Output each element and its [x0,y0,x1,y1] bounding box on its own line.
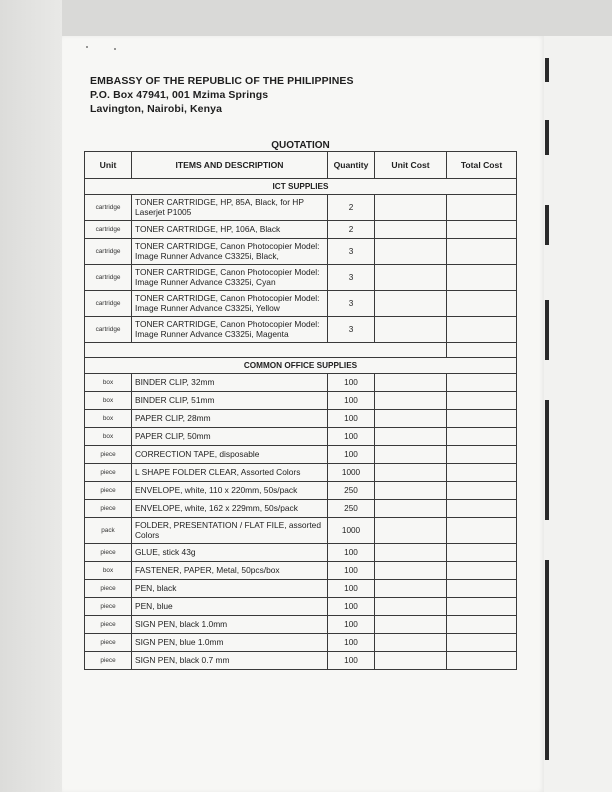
binder-mark [545,58,549,82]
description-cell: ENVELOPE, white, 162 x 229mm, 50s/pack [132,500,328,518]
table-row [85,410,517,428]
column-header-unit: Unit [85,152,132,179]
po-box-line: P.O. Box 47941, 001 Mzima Springs [90,89,269,101]
total-cost-cell[interactable] [447,239,517,265]
description-cell: ENVELOPE, white, 110 x 220mm, 50s/pack [132,482,328,500]
table-row [85,464,517,482]
table-row [85,544,517,562]
unit-cell: cartridge [85,317,132,343]
page-right-margin [544,36,612,792]
table-row [85,221,517,239]
binder-mark [545,300,549,360]
total-cost-cell[interactable] [447,221,517,239]
description-cell: TONER CARTRIDGE, Canon Photocopier Model: Image Runner Advance C3325i, Black, [132,239,328,265]
quantity-cell: 100 [328,428,375,446]
table-row [85,482,517,500]
quantity-cell: 100 [328,544,375,562]
unit-cost-cell[interactable] [375,652,447,670]
quantity-cell: 2 [328,195,375,221]
table-row [85,634,517,652]
table-row [85,500,517,518]
quantity-cell: 3 [328,317,375,343]
quotation-table [84,151,517,670]
binder-mark [545,560,549,760]
description-cell: TONER CARTRIDGE, Canon Photocopier Model: Image Runner Advance C3325i, Yellow [132,291,328,317]
table-row [85,291,517,317]
quantity-cell: 3 [328,265,375,291]
quantity-cell: 100 [328,410,375,428]
total-cost-cell[interactable] [447,518,517,544]
table-row [85,428,517,446]
unit-cell: piece [85,464,132,482]
description-cell: TONER CARTRIDGE, HP, 85A, Black, for HP Laserjet P1005 [132,195,328,221]
table-row [85,616,517,634]
total-cost-cell[interactable] [447,562,517,580]
binder-mark [545,120,549,155]
table-row [85,392,517,410]
description-cell: GLUE, stick 43g [132,544,328,562]
scan-background [0,0,62,792]
total-cost-cell[interactable] [447,598,517,616]
section-title: ICT SUPPLIES [85,179,517,195]
table-row [85,265,517,291]
table-row [85,518,517,544]
binder-mark [545,205,549,245]
column-header-quantity: Quantity [328,152,375,179]
binder-mark [545,400,549,520]
table-row [85,652,517,670]
unit-cell: piece [85,544,132,562]
unit-cell: piece [85,598,132,616]
unit-cost-cell[interactable] [375,634,447,652]
quantity-cell: 100 [328,446,375,464]
total-cost-cell[interactable] [447,482,517,500]
description-cell: TONER CARTRIDGE, Canon Photocopier Model: Image Runner Advance C3325i, Magenta [132,317,328,343]
unit-cell: box [85,410,132,428]
unit-cost-cell[interactable] [375,562,447,580]
unit-cost-cell[interactable] [375,221,447,239]
description-cell: TONER CARTRIDGE, HP, 106A, Black [132,221,328,239]
unit-cost-cell[interactable] [375,616,447,634]
ict-subtotal-cell[interactable] [447,343,517,358]
unit-cost-cell[interactable] [375,482,447,500]
unit-cost-cell[interactable] [375,239,447,265]
table-row [85,598,517,616]
unit-cell: piece [85,652,132,670]
unit-cost-cell[interactable] [375,544,447,562]
table-row [85,562,517,580]
unit-cell: box [85,562,132,580]
unit-cost-cell[interactable] [375,428,447,446]
unit-cost-cell[interactable] [375,598,447,616]
section-title: COMMON OFFICE SUPPLIES [85,358,517,374]
scan-speck [86,46,88,48]
table-row [85,195,517,221]
description-cell: CORRECTION TAPE, disposable [132,446,328,464]
section-header-ict [85,179,517,195]
embassy-name: EMBASSY OF THE REPUBLIC OF THE PHILIPPINES [90,75,354,87]
description-cell: TONER CARTRIDGE, Canon Photocopier Model: Image Runner Advance C3325i, Cyan [132,265,328,291]
total-cost-cell[interactable] [447,291,517,317]
unit-cost-cell[interactable] [375,410,447,428]
quantity-cell: 100 [328,392,375,410]
total-cost-cell[interactable] [447,544,517,562]
unit-cost-cell[interactable] [375,317,447,343]
total-cost-cell[interactable] [447,616,517,634]
quantity-cell: 100 [328,652,375,670]
total-cost-cell[interactable] [447,374,517,392]
total-cost-cell[interactable] [447,410,517,428]
description-cell: PAPER CLIP, 50mm [132,428,328,446]
ict-subtotal-row [85,343,517,358]
column-header-unit-cost: Unit Cost [375,152,447,179]
unit-cell: cartridge [85,221,132,239]
quantity-cell: 100 [328,374,375,392]
unit-cell: pack [85,518,132,544]
embassy-address-header [90,74,354,116]
unit-cell: cartridge [85,195,132,221]
description-cell: FASTENER, PAPER, Metal, 50pcs/box [132,562,328,580]
table-row [85,239,517,265]
unit-cell: piece [85,580,132,598]
table-row [85,317,517,343]
quantity-cell: 250 [328,482,375,500]
description-cell: PEN, black [132,580,328,598]
quantity-cell: 3 [328,291,375,317]
total-cost-cell[interactable] [447,634,517,652]
unit-cost-cell[interactable] [375,500,447,518]
description-cell: PEN, blue [132,598,328,616]
description-cell: BINDER CLIP, 51mm [132,392,328,410]
total-cost-cell[interactable] [447,580,517,598]
quantity-cell: 100 [328,598,375,616]
table-header-row [85,152,517,179]
unit-cell: box [85,428,132,446]
unit-cell: piece [85,482,132,500]
unit-cell: cartridge [85,265,132,291]
table-row [85,374,517,392]
unit-cost-cell[interactable] [375,374,447,392]
quotation-title: QUOTATION [271,140,330,151]
table-row [85,446,517,464]
unit-cost-cell[interactable] [375,518,447,544]
total-cost-cell[interactable] [447,428,517,446]
description-cell: PAPER CLIP, 28mm [132,410,328,428]
quantity-cell: 100 [328,562,375,580]
total-cost-cell[interactable] [447,392,517,410]
quantity-cell: 2 [328,221,375,239]
quantity-cell: 100 [328,634,375,652]
description-cell: FOLDER, PRESENTATION / FLAT FILE, assorted Colors [132,518,328,544]
unit-cell: piece [85,446,132,464]
column-header-total-cost: Total Cost [447,152,517,179]
scan-speck [114,48,116,50]
quantity-cell: 1000 [328,518,375,544]
unit-cost-cell[interactable] [375,195,447,221]
unit-cell: box [85,392,132,410]
unit-cell: piece [85,500,132,518]
total-cost-cell[interactable] [447,464,517,482]
quantity-cell: 100 [328,580,375,598]
description-cell: SIGN PEN, black 0.7 mm [132,652,328,670]
unit-cost-cell[interactable] [375,580,447,598]
unit-cost-cell[interactable] [375,464,447,482]
description-cell: SIGN PEN, blue 1.0mm [132,634,328,652]
unit-cost-cell[interactable] [375,392,447,410]
unit-cell: piece [85,616,132,634]
unit-cell: cartridge [85,291,132,317]
total-cost-cell[interactable] [447,195,517,221]
description-cell: BINDER CLIP, 32mm [132,374,328,392]
unit-cost-cell[interactable] [375,446,447,464]
quantity-cell: 1000 [328,464,375,482]
total-cost-cell[interactable] [447,265,517,291]
unit-cost-cell[interactable] [375,265,447,291]
unit-cost-cell[interactable] [375,291,447,317]
quantity-cell: 100 [328,616,375,634]
unit-cell: piece [85,634,132,652]
unit-cell: box [85,374,132,392]
subtotal-label-cell [85,343,447,358]
total-cost-cell[interactable] [447,317,517,343]
total-cost-cell[interactable] [447,500,517,518]
description-cell: SIGN PEN, black 1.0mm [132,616,328,634]
section-header-office [85,358,517,374]
city-line: Lavington, Nairobi, Kenya [90,103,223,115]
description-cell: L SHAPE FOLDER CLEAR, Assorted Colors [132,464,328,482]
quantity-cell: 3 [328,239,375,265]
column-header-items: ITEMS AND DESCRIPTION [132,152,328,179]
quantity-cell: 250 [328,500,375,518]
total-cost-cell[interactable] [447,446,517,464]
unit-cell: cartridge [85,239,132,265]
table-row [85,580,517,598]
total-cost-cell[interactable] [447,652,517,670]
